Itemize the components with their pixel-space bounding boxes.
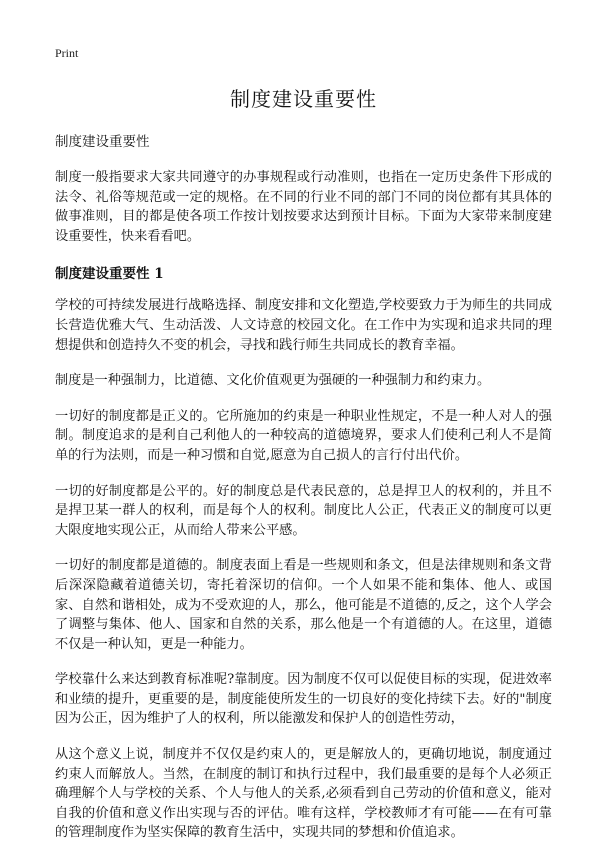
body-paragraph-4: 一切的好制度都是公平的。好的制度总是代表民意的，总是捍卫人的权利的，并且不是捍卫某一群人的权利，而是每个人的权利。制度比人公正，代表正义的制度可以更大限度地实现公正，从而给人带来公平感。 [55, 483, 552, 538]
body-paragraph-3: 一切好的制度都是正义的。它所施加的约束是一种职业性规定，不是一种人对人的强制。制度追求的是利自己利他人的一种较高的道德境界，要求人们使利己利人不是简单的行为法则，而是一种习惯和自觉,愿意为自己损人的言行付出代价。 [55, 408, 552, 463]
body-paragraph-5: 一切好的制度都是道德的。制度表面上看是一些规则和条文，但是法律规则和条文背后深深隐藏着道德关切，寄托着深切的信仰。一个人如果不能和集体、他人、或国家、自然和谐相处，成为不受欢迎的人，那么，他可能是不道德的,反之，这个人学会了调整与集体、他人、国家和自然的关系，那么他是一个有道德的人。在这里，道德不仅是一种认知，更是一种能力。 [55, 558, 552, 652]
body-paragraph-1: 学校的可持续发展进行战略选择、制度安排和文化塑造,学校要致力于为师生的共同成长营造优雅大气、生动活泼、人文诗意的校园文化。在工作中为实现和追求共同的理想提供和创造持久不变的机会，寻找和践行师生共同成长的教育幸福。 [55, 298, 552, 353]
document-subtitle: 制度建设重要性 [55, 134, 150, 150]
body-paragraph-6: 学校靠什么来达到教育标准呢?靠制度。因为制度不仅可以促使目标的实现，促进效率和业绩的提升，更重要的是，制度能使所发生的一切良好的变化持续下去。好的"制度因为公正，因为维护了人的权利，所以能激发和保护人的创造性劳动， [55, 672, 552, 727]
section-heading: 制度建设重要性 1 [55, 266, 164, 283]
body-paragraph-2: 制度是一种强制力，比道德、文化价值观更为强硬的一种强制力和约束力。 [55, 373, 491, 389]
print-label: Print [55, 46, 79, 60]
intro-paragraph: 制度一般指要求大家共同遵守的办事规程或行动准则，也指在一定历史条件下形成的法令、礼俗等规范或一定的规格。在不同的行业不同的部门不同的岗位都有其具体的做事准则，目的都是使各项工作按计划按要求达到预计目标。下面为大家带来制度建设重要性，快来看看吧。 [55, 170, 552, 244]
page-title: 制度建设重要性 [230, 87, 377, 111]
body-paragraph-7: 从这个意义上说，制度并不仅仅是约束人的，更是解放人的，更确切地说，制度通过约束人而解放人。当然，在制度的制订和执行过程中，我们最重要的是每个人必须正确理解个人与学校的关系、个人与他人的关系,必须看到自己劳动的价值和意义，能对自我的价值和意义作出实现与否的评估。唯有这样，学校教师才有可能——在有可靠的管理制度作为坚实保障的教育生活中，实现共同的梦想和价值追求。 [55, 747, 552, 841]
